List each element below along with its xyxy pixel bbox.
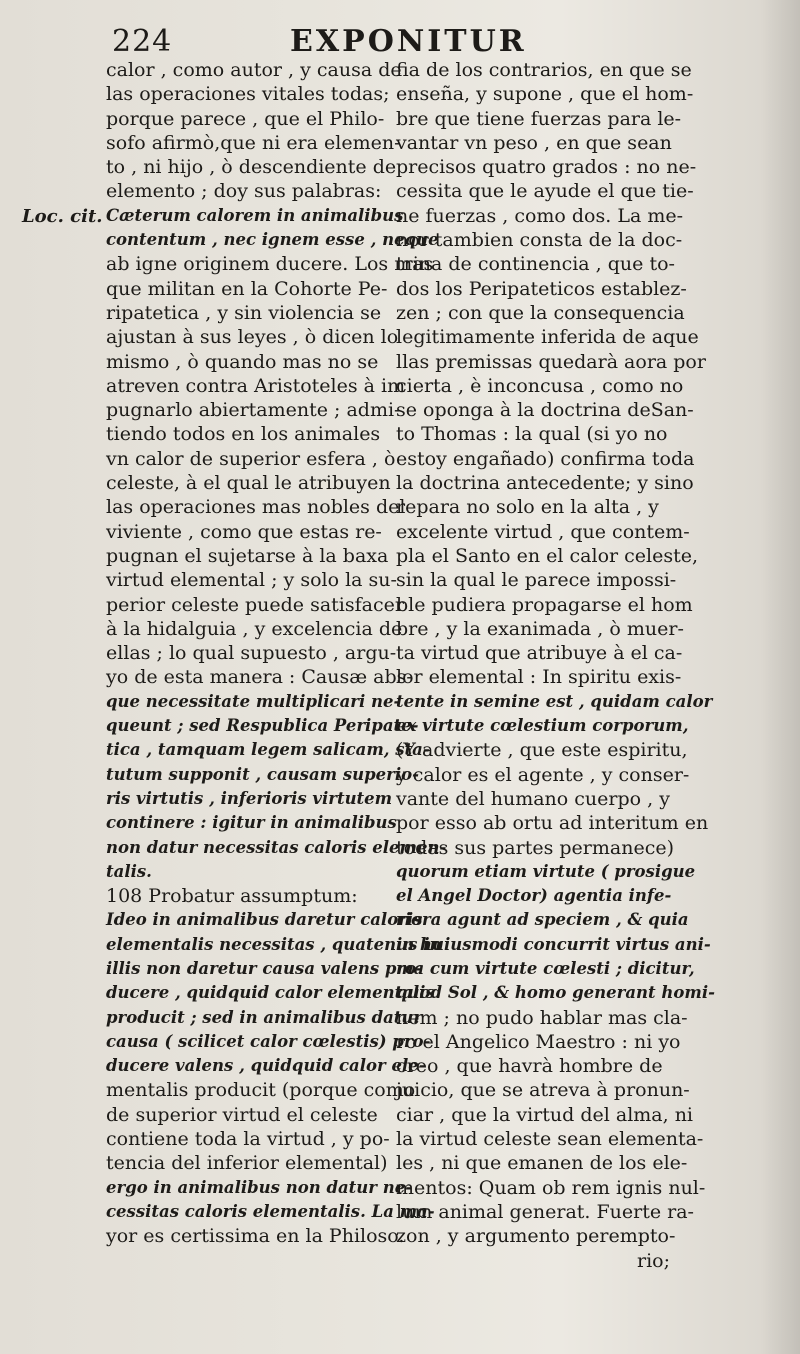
text-line: causa ( scilicet calor cœlestis) pro- [106,1031,431,1051]
text-line: que necessitate multiplicari ne- [106,691,401,711]
text-line: repara no solo en la alta , y [396,496,659,519]
text-line: non datur necessitas caloris elemen- [106,837,447,857]
text-line: elementalis necessitas , quatenus in [106,934,442,954]
text-line: continere : igitur in animalibus [106,813,397,833]
text-line: ajustan à sus leyes , ò dicen lo [106,326,399,349]
text-line: nem ; no pudo hablar mas cla- [396,1006,688,1029]
text-line: contentum , nec ignem esse , neque [106,230,439,250]
right-text-column [396,58,715,1273]
text-line: rio; [637,1249,670,1272]
text-line: (Y advierte , que este espiritu, [396,739,688,762]
text-line: y calor es el agente , y conser- [396,763,690,786]
text-line: porque parece , que el Philo- [106,107,385,130]
text-line: ex virtute cœlestium corporum, [396,716,689,736]
text-line: producit ; sed in animalibus datur [106,1007,423,1027]
page-edge-shadow [760,0,800,1354]
text-line: viviente , como que estas re- [106,520,382,543]
text-line: por esso ab ortu ad interitum en [396,812,709,835]
text-line: sofo afirmò,que ni era elemen- [106,131,401,154]
text-line: la doctrina antecedente; y sino [396,472,694,495]
text-line: cessita que le ayude el que tie- [396,180,694,203]
text-line: ro el Angelico Maestro : ni yo [396,1030,681,1053]
text-line: excelente virtud , que contem- [396,520,690,543]
text-line: illis non daretur causa valens pro- [106,958,423,978]
text-line: las operaciones vitales todas; [106,83,390,106]
text-line: Ideo in animalibus daretur caloris [106,910,423,930]
text-line: estoy engañado) confirma toda [396,447,695,470]
text-line: vantar vn peso , en que sean [396,131,672,154]
text-line: ble pudiera propagarse el hom [396,593,693,616]
text-line: yor es certissima en la Philoso. [106,1225,405,1248]
text-line: to , ni hijo , ò descendiente de [106,156,397,179]
running-head: EXPONITUR [290,24,527,59]
text-line: bre , y la exanimada , ò muer- [396,617,684,640]
text-line: todas sus partes permanece) [396,836,674,859]
text-line: perior celeste puede satisfacer [106,593,404,616]
text-line: lor elemental : In spiritu exis- [396,666,682,689]
text-line: precisos quatro grados : no ne- [396,156,697,179]
text-line: trina de continencia , que to- [396,253,675,276]
text-line: les , ni que emanen de los ele- [396,1152,688,1175]
text-line: nor tambien consta de la doc- [396,229,683,252]
text-line: contiene toda la virtud , y po- [106,1128,390,1151]
text-line: cierta , è inconcusa , como no [396,374,684,397]
text-line: fia de los contrarios, en que se [396,59,692,81]
text-line: tutum supponit , causam superio- [106,764,419,784]
text-line: mentalis producit (porque como [106,1079,416,1102]
text-line: lum animal generat. Fuerte ra- [396,1200,694,1223]
text-line: ciar , que la virtud del alma, ni [396,1103,694,1126]
text-line: tente in semine est , quidam calor [396,691,713,711]
text-line: la virtud celeste sean elementa- [396,1128,704,1151]
text-line: ne fuerzas , como dos. La me- [396,204,683,227]
text-line: ergo in animalibus non datur ne- [106,1177,413,1197]
text-line: in huiusmodi concurrit virtus ani- [396,934,711,954]
left-text-column [106,58,447,1249]
text-line: ta virtud que atribuye à el ca- [396,642,683,665]
text-line: ab igne originem ducere. Los mas [106,253,434,276]
text-line: atreven contra Aristoteles à im [106,374,406,397]
text-line: ripatetica , y sin violencia se [106,301,382,324]
text-line: mismo , ò quando mas no se [106,350,379,373]
text-line: zen ; con que la consequencia [396,301,685,324]
text-line: elemento ; doy sus palabras: [106,180,382,203]
text-line: el Angel Doctor) agentia infe- [396,886,672,906]
text-line: se oponga à la doctrina deSan- [396,399,694,422]
page-number: 224 [112,24,173,59]
text-line: queunt ; sed Respublica Peripate- [106,716,419,736]
text-line: 108 Probatur assumptum: [106,885,358,908]
text-line: ducere , quidquid calor elementalis [106,983,435,1003]
text-line: bre que tiene fuerzas para le- [396,107,682,130]
text-line: tica , tamquam legem salicam, sta- [106,740,430,760]
text-line: to Thomas : la qual (si yo no [396,423,668,446]
text-line: sin la qual le parece impossi- [396,569,677,592]
text-line: tencia del inferior elemental) [106,1152,388,1175]
text-line: riora agunt ad speciem , & quia [396,910,689,930]
text-line: llas premissas quedarà aora por [396,350,706,373]
text-line: vn calor de superior esfera , ò [106,447,396,470]
text-line: ducere valens , quidquid calor ele- [106,1056,426,1076]
text-line: creo , que havrà hombre de [396,1055,663,1078]
text-line: ris virtutis , inferioris virtutem [106,788,393,808]
margin-note: Loc. cit. [22,206,103,227]
text-line: pugnan el sujetarse à la baxa [106,544,389,567]
text-line: de superior virtud el celeste [106,1103,378,1126]
text-line: talis. [106,861,152,881]
text-line: yo de esta manera : Causæ abs- [106,666,413,689]
text-line: Cæterum calorem in animalibus [106,205,404,225]
text-line: quorum etiam virtute ( prosigue [396,861,696,881]
text-line: las operaciones mas nobles del [106,496,406,519]
text-line: pugnarlo abiertamente ; admi- [106,399,401,422]
text-line: tiendo todos en los animales [106,423,381,446]
text-line: vante del humano cuerpo , y [396,787,670,810]
text-line: legitimamente inferida de aque [396,326,699,349]
text-line: ma cum virtute cœlesti ; dicitur, [396,958,695,978]
text-line: juicio, que se atreva à pronun- [396,1079,690,1102]
text-line: dos los Peripateticos establez- [396,277,687,300]
text-line: celeste, à el qual le atribuyen [106,472,391,495]
text-line: zon , y argumento perempto- [396,1225,676,1248]
text-line: virtud elemental ; y solo la su- [106,569,397,592]
text-line: à la hidalguia , y excelencia de [106,617,403,640]
text-line: que militan en la Cohorte Pe- [106,277,388,300]
text-line: mentos: Quam ob rem ignis nul- [396,1176,706,1199]
text-line: cessitas caloris elementalis. La ma- [106,1201,435,1221]
text-line: pla el Santo en el calor celeste, [396,544,699,567]
text-line: ellas ; lo qual supuesto , argu- [106,642,397,665]
text-line: calor , como autor , y causa de [106,59,402,81]
text-line: quod Sol , & homo generant homi- [396,983,715,1003]
text-line: enseña, y supone , que el hom- [396,83,694,106]
